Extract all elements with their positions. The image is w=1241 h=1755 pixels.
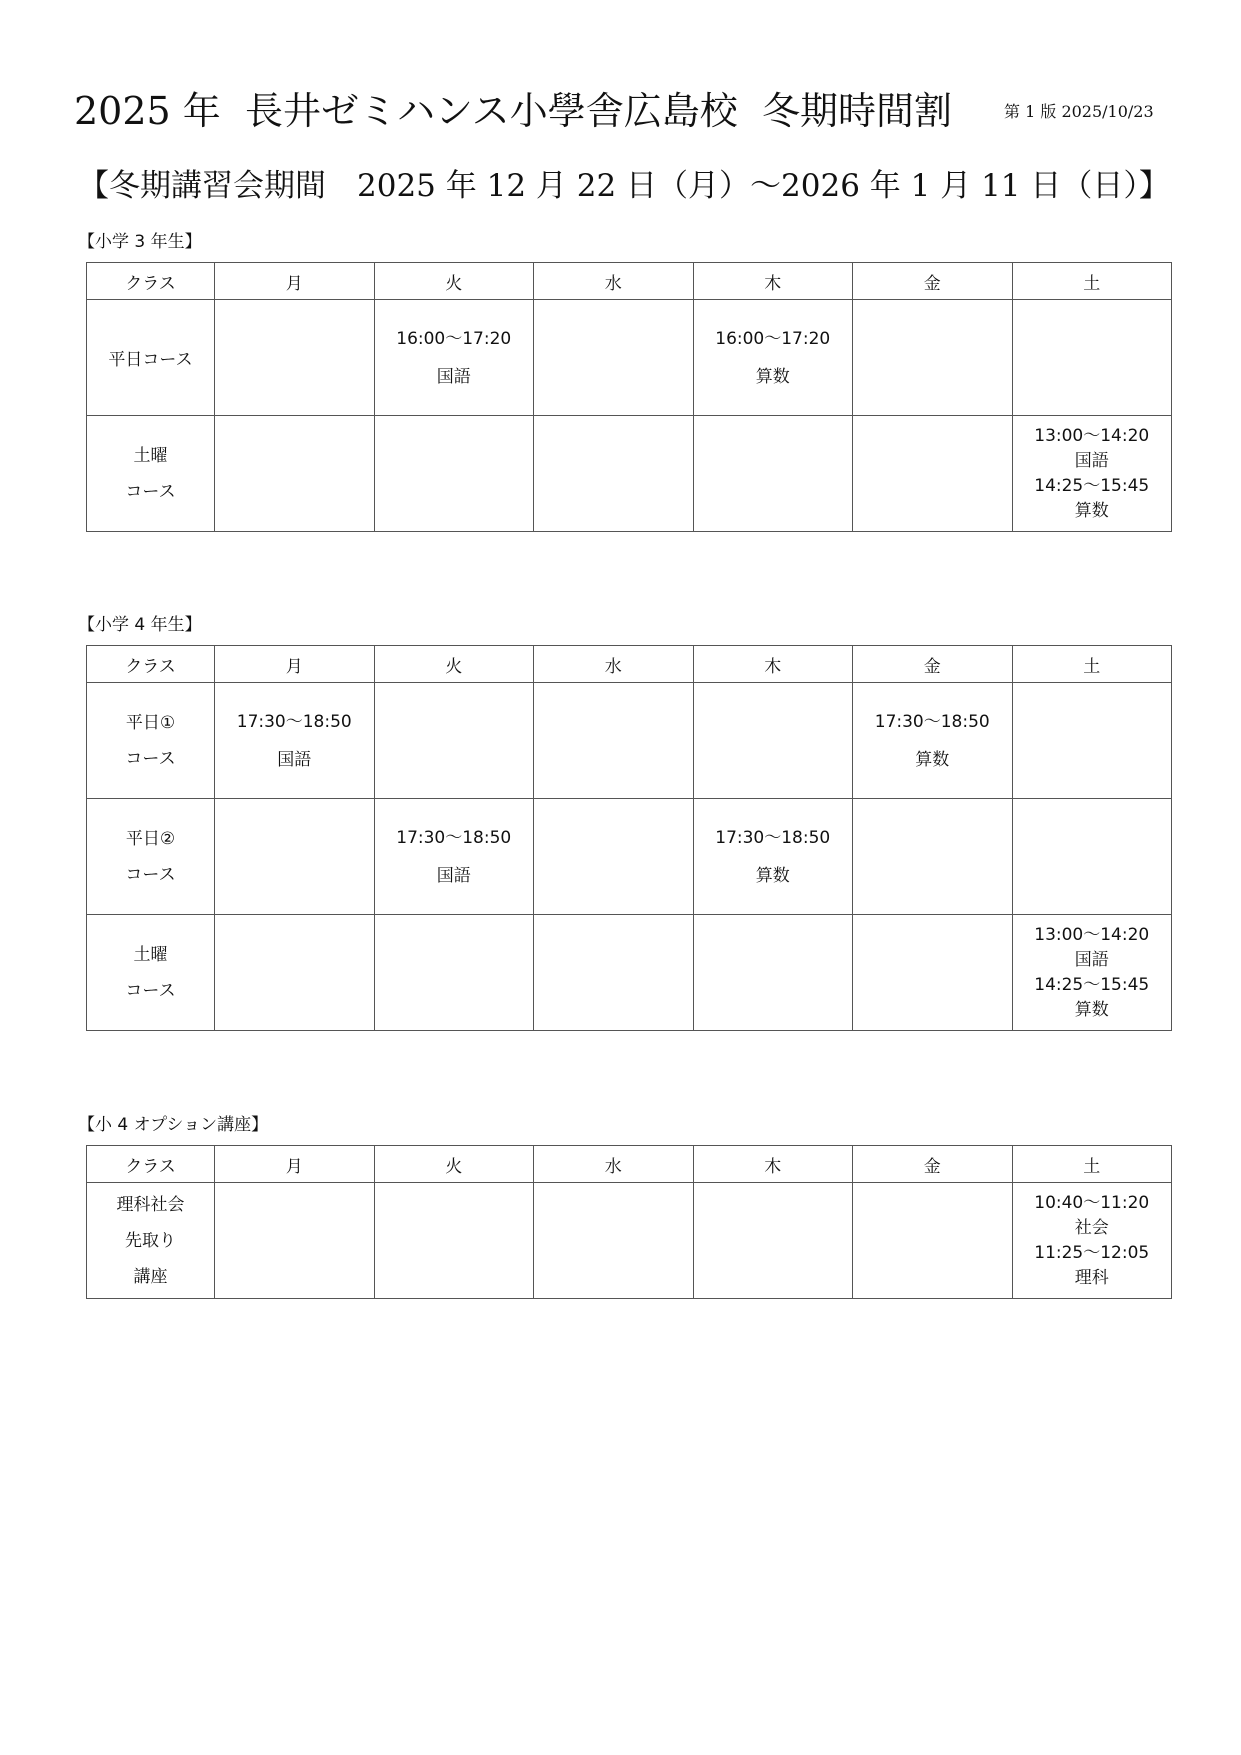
cell-wed [534,300,694,416]
cell-thu [693,300,853,416]
col-tue: 火 [374,1146,534,1183]
col-wed: 水 [534,263,694,300]
cell-sat [1012,1183,1172,1299]
cell-sat [1012,300,1172,416]
cell-wed [534,683,694,799]
cell-tue [374,915,534,1031]
table-row [87,915,1172,1031]
cell-tue [374,300,534,416]
col-class: クラス [87,1146,215,1183]
slot-subject: 算数 [755,366,790,387]
col-wed: 水 [534,1146,694,1183]
cell-mon [215,915,375,1031]
slot-subject: 国語 [1074,450,1109,471]
cell-wed [534,416,694,532]
cell-sat [1012,799,1172,915]
class-name-line: コース [125,748,176,769]
slot-subject: 国語 [436,366,471,387]
cell-sat [1012,683,1172,799]
slot-time: 17:30～18:50 [236,711,352,732]
cell-thu [693,1183,853,1299]
table-row [87,416,1172,532]
cell-fri [853,300,1013,416]
slot-time: 13:00～14:20 [1034,425,1150,446]
slot-subject: 国語 [277,749,312,770]
slot-time: 14:25～15:45 [1034,475,1150,496]
slot-time: 16:00～17:20 [715,328,831,349]
col-sat: 土 [1012,263,1172,300]
col-mon: 月 [215,1146,375,1183]
cell-thu [693,683,853,799]
header-row [87,1146,1172,1183]
cell-mon [215,799,375,915]
class-name-line: コース [125,481,176,502]
class-name-line: 講座 [133,1266,168,1287]
table-row [87,799,1172,915]
slot-subject: 理科 [1074,1267,1109,1288]
version-label: 第 1 版 2025/10/23 [1004,102,1154,121]
class-name [87,683,215,799]
col-thu: 木 [693,646,853,683]
grade4-table [86,645,1172,1031]
slot-subject: 算数 [1074,999,1109,1020]
cell-fri [853,1183,1013,1299]
slot-time: 17:30～18:50 [715,827,831,848]
col-mon: 月 [215,646,375,683]
cell-fri [853,915,1013,1031]
table-row [87,683,1172,799]
col-sat: 土 [1012,646,1172,683]
col-class: クラス [87,263,215,300]
table-row [87,1183,1172,1299]
cell-thu [693,915,853,1031]
col-thu: 木 [693,263,853,300]
cell-tue [374,416,534,532]
cell-fri [853,799,1013,915]
class-name-line: 土曜 [133,445,168,466]
class-name-line: 先取り [125,1230,176,1251]
class-name-line: 理科社会 [116,1194,185,1215]
cell-thu [693,799,853,915]
period-banner: 【冬期講習会期間 2025 年 12 月 22 日（月）～2026 年 1 月 11 日（日）】 [78,168,1170,204]
col-fri: 金 [853,263,1013,300]
header-row [87,646,1172,683]
grade3-table [86,262,1172,532]
header-row [87,263,1172,300]
cell-wed [534,915,694,1031]
title-row [74,86,1174,136]
class-name [87,416,215,532]
slot-time: 11:25～12:05 [1034,1242,1150,1263]
cell-fri [853,683,1013,799]
cell-thu [693,416,853,532]
slot-time: 10:40～11:20 [1034,1192,1150,1213]
cell-tue [374,1183,534,1299]
slot-subject: 算数 [755,865,790,886]
option4-table [86,1145,1172,1299]
slot-subject: 社会 [1074,1217,1109,1238]
cell-mon [215,300,375,416]
cell-fri [853,416,1013,532]
page-title: 2025 年 長井ゼミハンス小學舎広島校 冬期時間割 [74,89,952,133]
col-fri: 金 [853,646,1013,683]
class-name-line: コース [125,980,176,1001]
col-tue: 火 [374,263,534,300]
slot-time: 13:00～14:20 [1034,924,1150,945]
col-mon: 月 [215,263,375,300]
slot-time: 14:25～15:45 [1034,974,1150,995]
slot-subject: 算数 [1074,500,1109,521]
cell-mon [215,416,375,532]
cell-sat [1012,915,1172,1031]
cell-tue [374,683,534,799]
class-name-line: コース [125,864,176,885]
cell-tue [374,799,534,915]
slot-time: 17:30～18:50 [874,711,990,732]
col-sat: 土 [1012,1146,1172,1183]
class-name: 平日コース [87,300,215,416]
grade3-label: 【小学 3 年生】 [78,232,202,252]
slot-time: 17:30～18:50 [396,827,512,848]
grade4-label: 【小学 4 年生】 [78,615,202,635]
slot-time: 16:00～17:20 [396,328,512,349]
col-wed: 水 [534,646,694,683]
class-name-line: 平日① [125,712,176,733]
slot-subject: 国語 [1074,949,1109,970]
cell-wed [534,1183,694,1299]
col-tue: 火 [374,646,534,683]
option4-label: 【小 4 オプション講座】 [78,1115,269,1135]
cell-wed [534,799,694,915]
col-thu: 木 [693,1146,853,1183]
cell-mon [215,683,375,799]
class-name [87,1183,215,1299]
cell-mon [215,1183,375,1299]
col-fri: 金 [853,1146,1013,1183]
class-name [87,915,215,1031]
cell-sat [1012,416,1172,532]
slot-subject: 算数 [915,749,950,770]
slot-subject: 国語 [436,865,471,886]
col-class: クラス [87,646,215,683]
table-row [87,300,1172,416]
class-name-line: 平日② [125,828,176,849]
class-name [87,799,215,915]
class-name-line: 土曜 [133,944,168,965]
